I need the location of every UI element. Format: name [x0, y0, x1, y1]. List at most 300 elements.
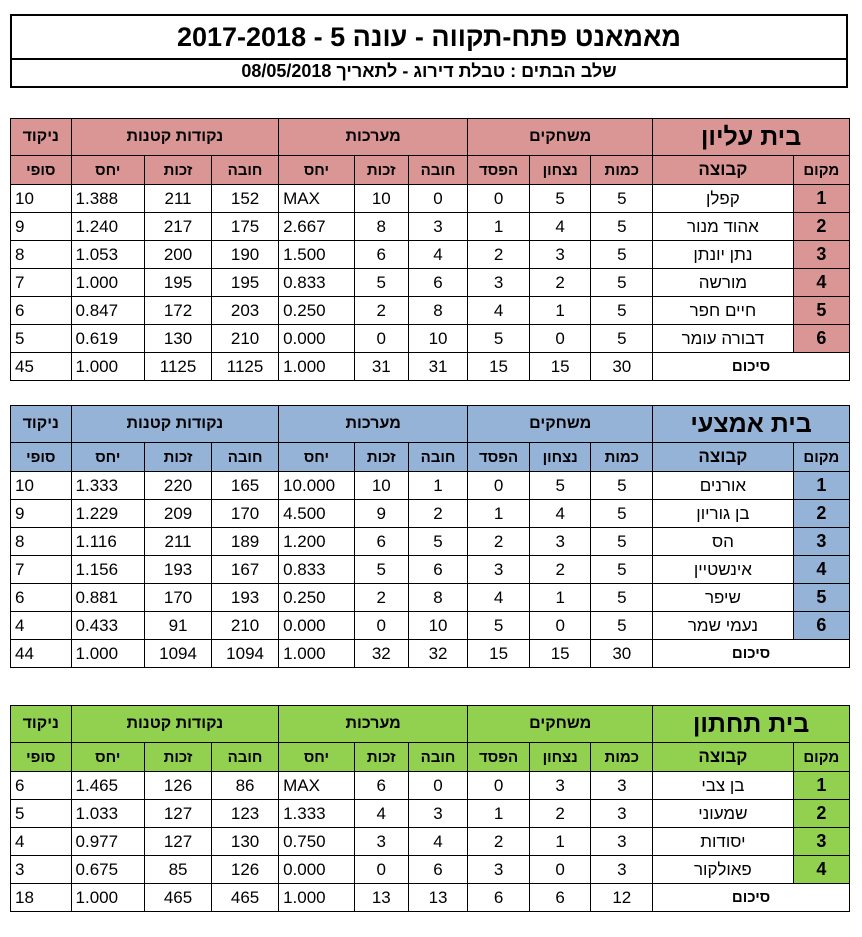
total-row [11, 640, 850, 668]
total-label: סיכום [653, 353, 850, 381]
team-name: דבורה עומר [653, 325, 794, 353]
sets-ratio: 0.833 [279, 556, 355, 584]
header-sets-ratio: יחס [279, 156, 355, 185]
total-losses: 6 [468, 884, 530, 912]
losses: 2 [468, 528, 530, 556]
pts-ratio: 1.053 [71, 241, 145, 269]
total-pts-won: 1094 [145, 640, 212, 668]
games: 5 [591, 500, 653, 528]
wins: 1 [529, 828, 591, 856]
header-pts-won: זכות [145, 743, 212, 772]
pts-won: 170 [145, 584, 212, 612]
wins: 3 [529, 528, 591, 556]
games: 5 [591, 269, 653, 297]
sets-won: 4 [354, 800, 408, 828]
total-wins: 15 [529, 640, 591, 668]
sets-ratio: 0.250 [279, 584, 355, 612]
sets-ratio: 1.200 [279, 528, 355, 556]
header-place: מקום [793, 443, 849, 472]
header-team: קבוצה [653, 743, 794, 772]
header-pts-ratio: יחס [71, 743, 145, 772]
pts-won: 195 [145, 269, 212, 297]
games: 5 [591, 556, 653, 584]
pts-ratio: 1.033 [71, 800, 145, 828]
wins: 2 [529, 800, 591, 828]
pts-lost: 130 [212, 828, 279, 856]
total-sets-lost: 31 [408, 353, 467, 381]
rank: 4 [793, 269, 849, 297]
table-row [11, 584, 850, 612]
sets-lost: 6 [408, 856, 467, 884]
sets-won: 0 [354, 856, 408, 884]
total-wins: 6 [529, 884, 591, 912]
rank: 2 [793, 800, 849, 828]
team-name: פאולקור [653, 856, 794, 884]
losses: 3 [468, 556, 530, 584]
losses: 3 [468, 856, 530, 884]
pts-ratio: 1.000 [71, 269, 145, 297]
table-row [11, 325, 850, 353]
team-name: יסודות [653, 828, 794, 856]
total-final: 45 [11, 353, 72, 381]
pts-won: 127 [145, 800, 212, 828]
table-row [11, 772, 850, 800]
standings-table-2 [10, 405, 850, 668]
header-small-points: נקודות קטנות [71, 706, 279, 743]
games: 5 [591, 584, 653, 612]
sets-ratio: 10.000 [279, 472, 355, 500]
sets-ratio: 1.500 [279, 241, 355, 269]
rank: 1 [793, 772, 849, 800]
final-score: 6 [11, 772, 72, 800]
pts-ratio: 0.847 [71, 297, 145, 325]
header-games: משחקים [468, 119, 653, 156]
wins: 4 [529, 500, 591, 528]
header-sets-won: זכות [354, 743, 408, 772]
pts-won: 193 [145, 556, 212, 584]
header-pts-lost: חובה [212, 156, 279, 185]
wins: 3 [529, 241, 591, 269]
pts-won: 130 [145, 325, 212, 353]
header-final-score: ניקוד [11, 119, 72, 156]
house-name: בית אמצעי [653, 406, 850, 443]
wins: 3 [529, 772, 591, 800]
losses: 0 [468, 772, 530, 800]
header-sets: מערכות [279, 119, 468, 156]
pts-ratio: 1.388 [71, 185, 145, 213]
standings-table-3 [10, 705, 850, 912]
losses: 0 [468, 185, 530, 213]
table-row [11, 241, 850, 269]
sets-ratio: 2.667 [279, 213, 355, 241]
final-score: 4 [11, 828, 72, 856]
header-wins: נצחון [529, 743, 591, 772]
losses: 1 [468, 500, 530, 528]
table-row [11, 800, 850, 828]
pts-lost: 126 [212, 856, 279, 884]
team-name: חיים חפר [653, 297, 794, 325]
header-count: כמות [591, 156, 653, 185]
table-row [11, 856, 850, 884]
final-score: 5 [11, 800, 72, 828]
total-pts-lost: 1125 [212, 353, 279, 381]
sets-ratio: 0.000 [279, 612, 355, 640]
header-final-score-sub: סופי [11, 443, 72, 472]
total-row [11, 884, 850, 912]
page-subtitle: שלב הבתים : טבלת דירוג - לתאריך 08/05/2018 [10, 58, 848, 88]
pts-ratio: 1.465 [71, 772, 145, 800]
header-pts-won: זכות [145, 443, 212, 472]
rank: 5 [793, 584, 849, 612]
rank: 3 [793, 528, 849, 556]
pts-lost: 203 [212, 297, 279, 325]
house-name: בית עליון [653, 119, 850, 156]
pts-won: 217 [145, 213, 212, 241]
sets-won: 8 [354, 213, 408, 241]
table-row [11, 472, 850, 500]
pts-lost: 189 [212, 528, 279, 556]
sets-won: 6 [354, 241, 408, 269]
sets-ratio: 0.000 [279, 325, 355, 353]
pts-ratio: 0.977 [71, 828, 145, 856]
header-sets-won: זכות [354, 156, 408, 185]
pts-lost: 86 [212, 772, 279, 800]
final-score: 6 [11, 584, 72, 612]
total-final: 44 [11, 640, 72, 668]
wins: 0 [529, 856, 591, 884]
games: 5 [591, 612, 653, 640]
team-name: נעמי שמר [653, 612, 794, 640]
games: 5 [591, 325, 653, 353]
pts-ratio: 1.240 [71, 213, 145, 241]
pts-ratio: 1.229 [71, 500, 145, 528]
header-games: משחקים [468, 706, 653, 743]
sets-won: 6 [354, 528, 408, 556]
final-score: 9 [11, 213, 72, 241]
pts-lost: 175 [212, 213, 279, 241]
header-pts-won: זכות [145, 156, 212, 185]
sets-ratio: 0.000 [279, 856, 355, 884]
total-games: 30 [591, 353, 653, 381]
header-sets-lost: חובה [408, 443, 467, 472]
pts-lost: 210 [212, 612, 279, 640]
sets-won: 6 [354, 772, 408, 800]
wins: 5 [529, 472, 591, 500]
games: 5 [591, 297, 653, 325]
sets-lost: 6 [408, 556, 467, 584]
rank: 1 [793, 185, 849, 213]
sets-ratio: MAX [279, 185, 355, 213]
sets-ratio: 0.833 [279, 269, 355, 297]
team-name: בן גוריון [653, 500, 794, 528]
rank: 1 [793, 472, 849, 500]
total-row [11, 353, 850, 381]
pts-won: 211 [145, 185, 212, 213]
header-sets: מערכות [279, 706, 468, 743]
games: 5 [591, 185, 653, 213]
header-wins: נצחון [529, 156, 591, 185]
sets-won: 3 [354, 828, 408, 856]
team-name: אורנים [653, 472, 794, 500]
games: 5 [591, 213, 653, 241]
team-name: קפלן [653, 185, 794, 213]
games: 3 [591, 800, 653, 828]
pts-won: 91 [145, 612, 212, 640]
header-place: מקום [793, 156, 849, 185]
total-pts-won: 465 [145, 884, 212, 912]
pts-won: 211 [145, 528, 212, 556]
sets-won: 5 [354, 556, 408, 584]
table-row [11, 269, 850, 297]
losses: 1 [468, 213, 530, 241]
sets-lost: 4 [408, 828, 467, 856]
header-final-score-sub: סופי [11, 743, 72, 772]
standings-table-1 [10, 118, 850, 381]
sets-won: 2 [354, 584, 408, 612]
wins: 2 [529, 556, 591, 584]
pts-lost: 170 [212, 500, 279, 528]
final-score: 8 [11, 241, 72, 269]
sets-won: 9 [354, 500, 408, 528]
header-final-score: ניקוד [11, 406, 72, 443]
wins: 5 [529, 185, 591, 213]
games: 3 [591, 772, 653, 800]
total-pts-won: 1125 [145, 353, 212, 381]
sets-lost: 10 [408, 325, 467, 353]
total-final: 18 [11, 884, 72, 912]
sets-lost: 6 [408, 269, 467, 297]
sets-ratio: 0.250 [279, 297, 355, 325]
header-count: כמות [591, 743, 653, 772]
total-sets-won: 31 [354, 353, 408, 381]
sets-lost: 3 [408, 800, 467, 828]
losses: 1 [468, 800, 530, 828]
table-row [11, 528, 850, 556]
sets-lost: 8 [408, 297, 467, 325]
header-pts-lost: חובה [212, 443, 279, 472]
wins: 2 [529, 269, 591, 297]
pts-lost: 190 [212, 241, 279, 269]
header-small-points: נקודות קטנות [71, 119, 279, 156]
rank: 5 [793, 297, 849, 325]
header-losses: הפסד [468, 743, 530, 772]
pts-ratio: 0.619 [71, 325, 145, 353]
pts-lost: 165 [212, 472, 279, 500]
pts-won: 200 [145, 241, 212, 269]
losses: 4 [468, 584, 530, 612]
table-row [11, 612, 850, 640]
wins: 1 [529, 584, 591, 612]
total-sets-lost: 32 [408, 640, 467, 668]
header-losses: הפסד [468, 156, 530, 185]
total-losses: 15 [468, 640, 530, 668]
header-pts-ratio: יחס [71, 156, 145, 185]
rank: 3 [793, 241, 849, 269]
header-sets-lost: חובה [408, 156, 467, 185]
sets-lost: 0 [408, 772, 467, 800]
games: 5 [591, 528, 653, 556]
final-score: 5 [11, 325, 72, 353]
sets-lost: 2 [408, 500, 467, 528]
total-losses: 15 [468, 353, 530, 381]
losses: 4 [468, 297, 530, 325]
pts-lost: 195 [212, 269, 279, 297]
table-row [11, 500, 850, 528]
table-row [11, 213, 850, 241]
page-title: מאמאנט פתח-תקווה - עונה 5 - 2017-2018 [10, 14, 848, 60]
sets-lost: 0 [408, 185, 467, 213]
total-games: 12 [591, 884, 653, 912]
pts-ratio: 0.675 [71, 856, 145, 884]
total-sets-ratio: 1.000 [279, 353, 355, 381]
sets-lost: 3 [408, 213, 467, 241]
games: 3 [591, 856, 653, 884]
pts-ratio: 1.333 [71, 472, 145, 500]
pts-ratio: 1.116 [71, 528, 145, 556]
rank: 4 [793, 556, 849, 584]
total-pts-ratio: 1.000 [71, 640, 145, 668]
games: 3 [591, 828, 653, 856]
games: 5 [591, 241, 653, 269]
losses: 0 [468, 472, 530, 500]
wins: 0 [529, 325, 591, 353]
header-wins: נצחון [529, 443, 591, 472]
sets-won: 0 [354, 325, 408, 353]
rank: 3 [793, 828, 849, 856]
total-wins: 15 [529, 353, 591, 381]
final-score: 4 [11, 612, 72, 640]
team-name: שיפר [653, 584, 794, 612]
header-final-score-sub: סופי [11, 156, 72, 185]
sets-lost: 10 [408, 612, 467, 640]
header-place: מקום [793, 743, 849, 772]
header-sets-ratio: יחס [279, 743, 355, 772]
header-games: משחקים [468, 406, 653, 443]
sets-ratio: 4.500 [279, 500, 355, 528]
team-name: שמעוני [653, 800, 794, 828]
final-score: 7 [11, 269, 72, 297]
sets-lost: 1 [408, 472, 467, 500]
header-losses: הפסד [468, 443, 530, 472]
header-small-points: נקודות קטנות [71, 406, 279, 443]
final-score: 3 [11, 856, 72, 884]
sets-lost: 4 [408, 241, 467, 269]
pts-won: 126 [145, 772, 212, 800]
header-sets-won: זכות [354, 443, 408, 472]
final-score: 10 [11, 185, 72, 213]
total-games: 30 [591, 640, 653, 668]
final-score: 8 [11, 528, 72, 556]
pts-lost: 193 [212, 584, 279, 612]
pts-ratio: 1.156 [71, 556, 145, 584]
total-pts-lost: 1094 [212, 640, 279, 668]
total-sets-ratio: 1.000 [279, 884, 355, 912]
pts-won: 209 [145, 500, 212, 528]
pts-ratio: 0.433 [71, 612, 145, 640]
team-name: בן צבי [653, 772, 794, 800]
wins: 0 [529, 612, 591, 640]
sets-won: 10 [354, 185, 408, 213]
wins: 4 [529, 213, 591, 241]
final-score: 6 [11, 297, 72, 325]
table-row [11, 556, 850, 584]
header-final-score: ניקוד [11, 706, 72, 743]
losses: 2 [468, 828, 530, 856]
sets-won: 10 [354, 472, 408, 500]
pts-won: 85 [145, 856, 212, 884]
losses: 5 [468, 325, 530, 353]
total-sets-won: 32 [354, 640, 408, 668]
team-name: מורשה [653, 269, 794, 297]
header-pts-ratio: יחס [71, 443, 145, 472]
total-pts-ratio: 1.000 [71, 884, 145, 912]
sets-ratio: 1.333 [279, 800, 355, 828]
team-name: נתן יונתן [653, 241, 794, 269]
total-sets-won: 13 [354, 884, 408, 912]
rank: 4 [793, 856, 849, 884]
header-team: קבוצה [653, 443, 794, 472]
final-score: 10 [11, 472, 72, 500]
total-pts-ratio: 1.000 [71, 353, 145, 381]
sets-won: 5 [354, 269, 408, 297]
header-team: קבוצה [653, 156, 794, 185]
rank: 2 [793, 213, 849, 241]
wins: 1 [529, 297, 591, 325]
losses: 5 [468, 612, 530, 640]
header-count: כמות [591, 443, 653, 472]
team-name: אינשטיין [653, 556, 794, 584]
losses: 3 [468, 269, 530, 297]
team-name: אהוד מנור [653, 213, 794, 241]
total-label: סיכום [653, 640, 850, 668]
rank: 6 [793, 612, 849, 640]
pts-won: 220 [145, 472, 212, 500]
final-score: 9 [11, 500, 72, 528]
sets-lost: 5 [408, 528, 467, 556]
pts-lost: 123 [212, 800, 279, 828]
total-pts-lost: 465 [212, 884, 279, 912]
total-sets-lost: 13 [408, 884, 467, 912]
team-name: הס [653, 528, 794, 556]
sets-won: 0 [354, 612, 408, 640]
total-label: סיכום [653, 884, 850, 912]
header-sets-ratio: יחס [279, 443, 355, 472]
header-sets: מערכות [279, 406, 468, 443]
table-row [11, 297, 850, 325]
pts-won: 172 [145, 297, 212, 325]
sets-lost: 8 [408, 584, 467, 612]
header-sets-lost: חובה [408, 743, 467, 772]
table-row [11, 828, 850, 856]
losses: 2 [468, 241, 530, 269]
pts-lost: 167 [212, 556, 279, 584]
table-row [11, 185, 850, 213]
header-pts-lost: חובה [212, 743, 279, 772]
sets-won: 2 [354, 297, 408, 325]
sets-ratio: MAX [279, 772, 355, 800]
house-name: בית תחתון [653, 706, 850, 743]
final-score: 7 [11, 556, 72, 584]
sets-ratio: 0.750 [279, 828, 355, 856]
games: 5 [591, 472, 653, 500]
rank: 2 [793, 500, 849, 528]
pts-lost: 210 [212, 325, 279, 353]
pts-won: 127 [145, 828, 212, 856]
pts-ratio: 0.881 [71, 584, 145, 612]
pts-lost: 152 [212, 185, 279, 213]
total-sets-ratio: 1.000 [279, 640, 355, 668]
rank: 6 [793, 325, 849, 353]
